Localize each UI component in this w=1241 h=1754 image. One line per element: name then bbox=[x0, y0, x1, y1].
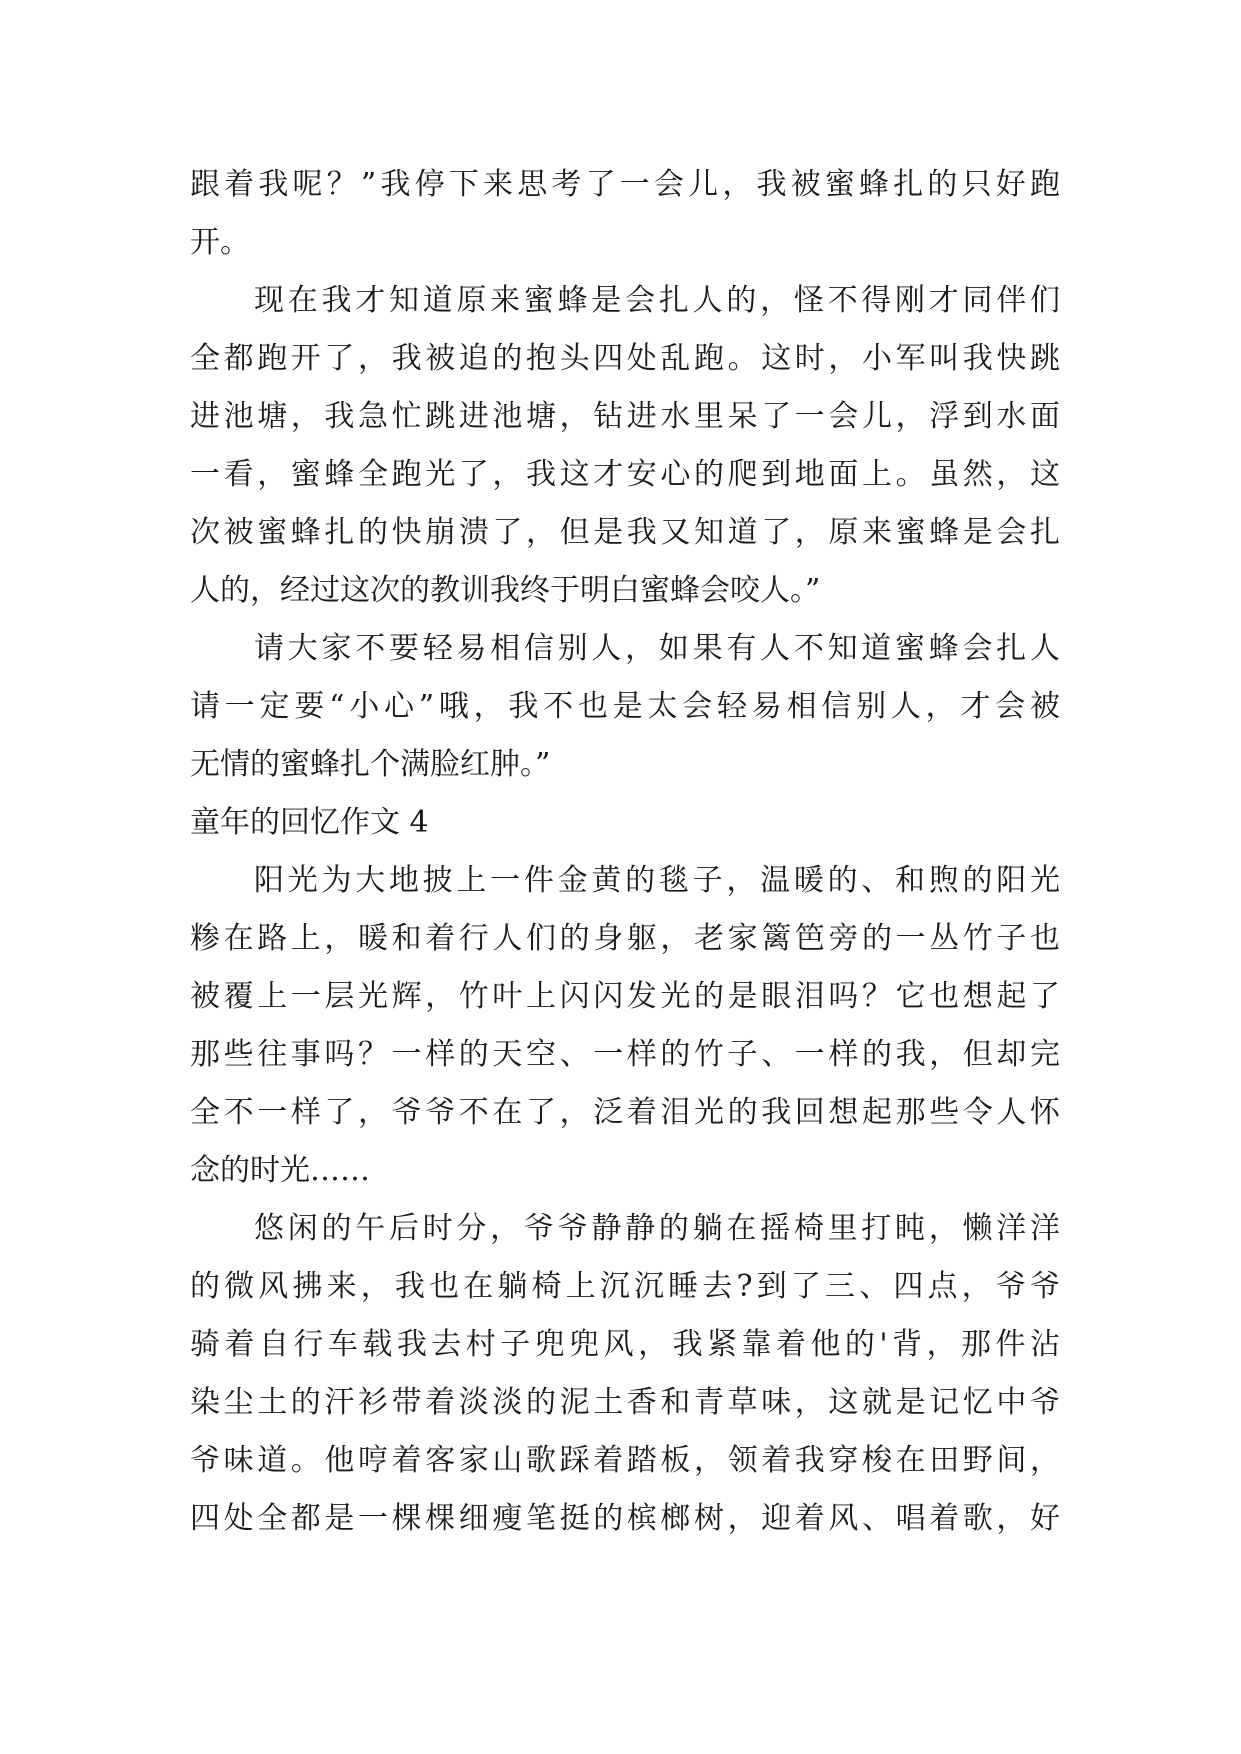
section-heading: 童年的回忆作文 4 bbox=[190, 805, 429, 840]
text-line: 骑着自行车载我去村子兜兜风，我紧靠着他的'背，那件沾 bbox=[190, 1327, 1060, 1362]
paragraph-first-line: 悠闲的午后时分，爷爷静静的躺在摇椅里打盹，懒洋洋 bbox=[254, 1211, 1060, 1246]
text-line: 一看，蜜蜂全跑光了，我这才安心的爬到地面上。虽然，这 bbox=[190, 457, 1060, 492]
text-line: 那些往事吗？一样的天空、一样的竹子、一样的我，但却完 bbox=[190, 1037, 1060, 1072]
text-line: 人的，经过这次的教训我终于明白蜜蜂会咬人。” bbox=[190, 573, 821, 608]
text-line: 跟着我呢？”我停下来思考了一会儿，我被蜜蜂扎的只好跑 bbox=[190, 167, 1060, 202]
paragraph-first-line: 阳光为大地披上一件金黄的毯子，温暖的、和煦的阳光 bbox=[254, 863, 1060, 898]
document-body bbox=[190, 156, 1060, 1548]
text-line: 四处全都是一棵棵细瘦笔挺的槟榔树，迎着风、唱着歌，好 bbox=[190, 1501, 1060, 1536]
text-line: 进池塘，我急忙跳进池塘，钻进水里呆了一会儿，浮到水面 bbox=[190, 399, 1060, 434]
text-line: 全都跑开了，我被追的抱头四处乱跑。这时，小军叫我快跳 bbox=[190, 341, 1060, 376]
text-line: 无情的蜜蜂扎个满脸红肿。” bbox=[190, 747, 551, 782]
text-line: 请一定要“小心”哦，我不也是太会轻易相信别人，才会被 bbox=[190, 689, 1060, 724]
paragraph-first-line: 请大家不要轻易相信别人，如果有人不知道蜜蜂会扎人 bbox=[254, 631, 1060, 666]
paragraph-first-line: 现在我才知道原来蜜蜂是会扎人的，怪不得刚才同伴们 bbox=[254, 283, 1060, 318]
text-line: 爷味道。他哼着客家山歌踩着踏板，领着我穿梭在田野间， bbox=[190, 1443, 1060, 1478]
text-line: 次被蜜蜂扎的快崩溃了，但是我又知道了，原来蜜蜂是会扎 bbox=[190, 515, 1060, 550]
text-line: 染尘土的汗衫带着淡淡的泥土香和青草味，这就是记忆中爷 bbox=[190, 1385, 1060, 1420]
text-line: 被覆上一层光辉，竹叶上闪闪发光的是眼泪吗？它也想起了 bbox=[190, 979, 1060, 1014]
text-line: 念的时光…… bbox=[190, 1153, 370, 1188]
text-line: 的微风拂来，我也在躺椅上沉沉睡去?到了三、四点，爷爷 bbox=[190, 1269, 1060, 1304]
text-line: 糁在路上，暖和着行人们的身躯，老家篱笆旁的一丛竹子也 bbox=[190, 921, 1060, 956]
text-line: 全不一样了，爷爷不在了，泛着泪光的我回想起那些令人怀 bbox=[190, 1095, 1060, 1130]
text-line: 开。 bbox=[190, 225, 250, 260]
